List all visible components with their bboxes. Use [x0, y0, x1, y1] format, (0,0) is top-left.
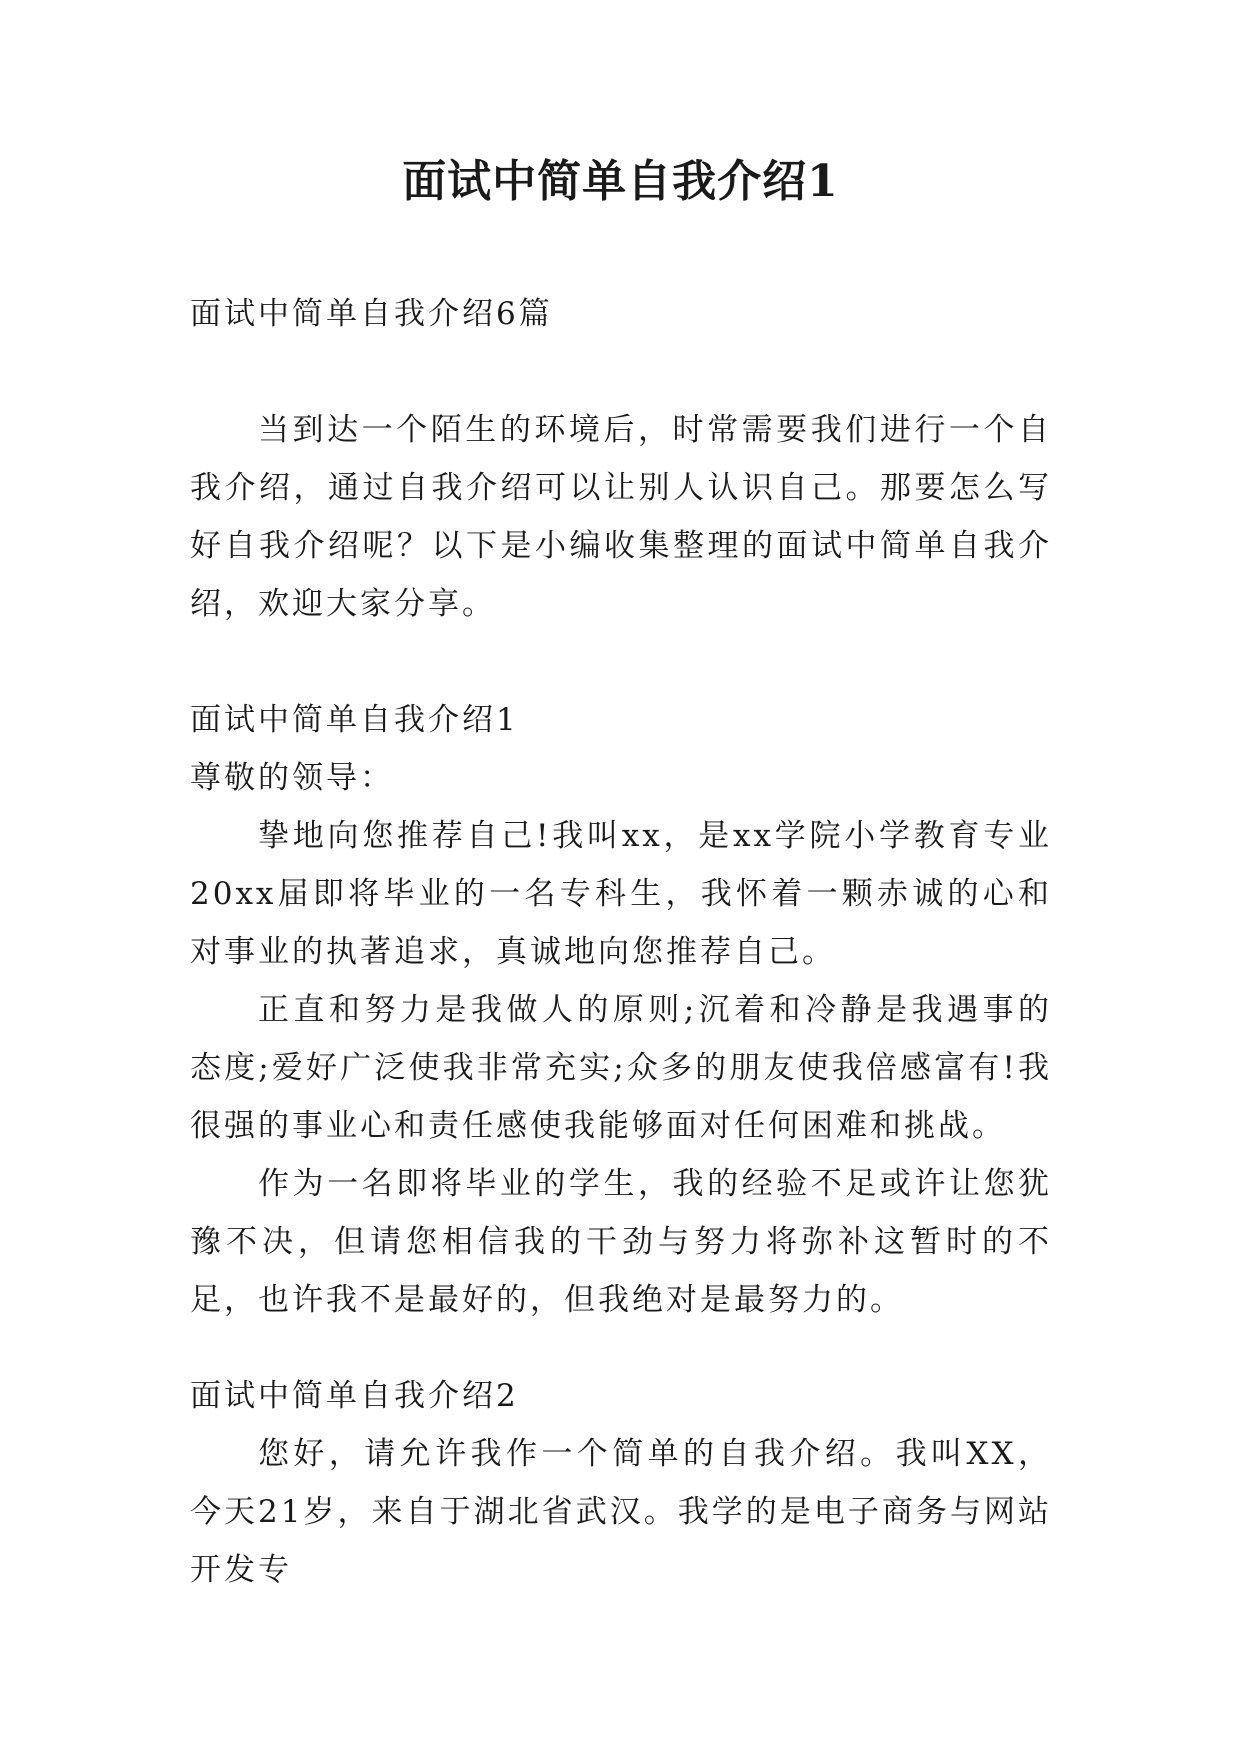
- subtitle-line: 面试中简单自我介绍6篇: [190, 296, 553, 332]
- salutation: 尊敬的领导：: [190, 760, 394, 796]
- document-title: 面试中简单自我介绍1: [402, 156, 839, 207]
- section-heading-1: 面试中简单自我介绍1: [190, 702, 519, 738]
- body-paragraph-2: 正直和努力是我做人的原则;沉着和冷静是我遇事的态度;爱好广泛使我非常充实;众多的朋友使我倍感富有!我很强的事业心和责任感使我能够面对任何困难和挑战。: [190, 992, 1052, 1144]
- intro-paragraph: 当到达一个陌生的环境后，时常需要我们进行一个自我介绍，通过自我介绍可以让别人认识自己。那要怎么写好自我介绍呢？以下是小编收集整理的面试中简单自我介绍，欢迎大家分享。: [190, 412, 1052, 622]
- body-paragraph-3: 作为一名即将毕业的学生，我的经验不足或许让您犹豫不决，但请您相信我的干劲与努力将弥补这暂时的不足，也许我不是最好的，但我绝对是最努力的。: [190, 1166, 1052, 1318]
- body-paragraph-4: 您好，请允许我作一个简单的自我介绍。我叫XX，今天21岁，来自于湖北省武汉。我学的是电子商务与网站开发专: [190, 1436, 1052, 1588]
- body-paragraph-1: 挚地向您推荐自己!我叫xx，是xx学院小学教育专业20xx届即将毕业的一名专科生，我怀着一颗赤诚的心和对事业的执著追求，真诚地向您推荐自己。: [190, 818, 1052, 970]
- document-body: [190, 285, 1052, 1599]
- section-heading-2: 面试中简单自我介绍2: [190, 1378, 519, 1414]
